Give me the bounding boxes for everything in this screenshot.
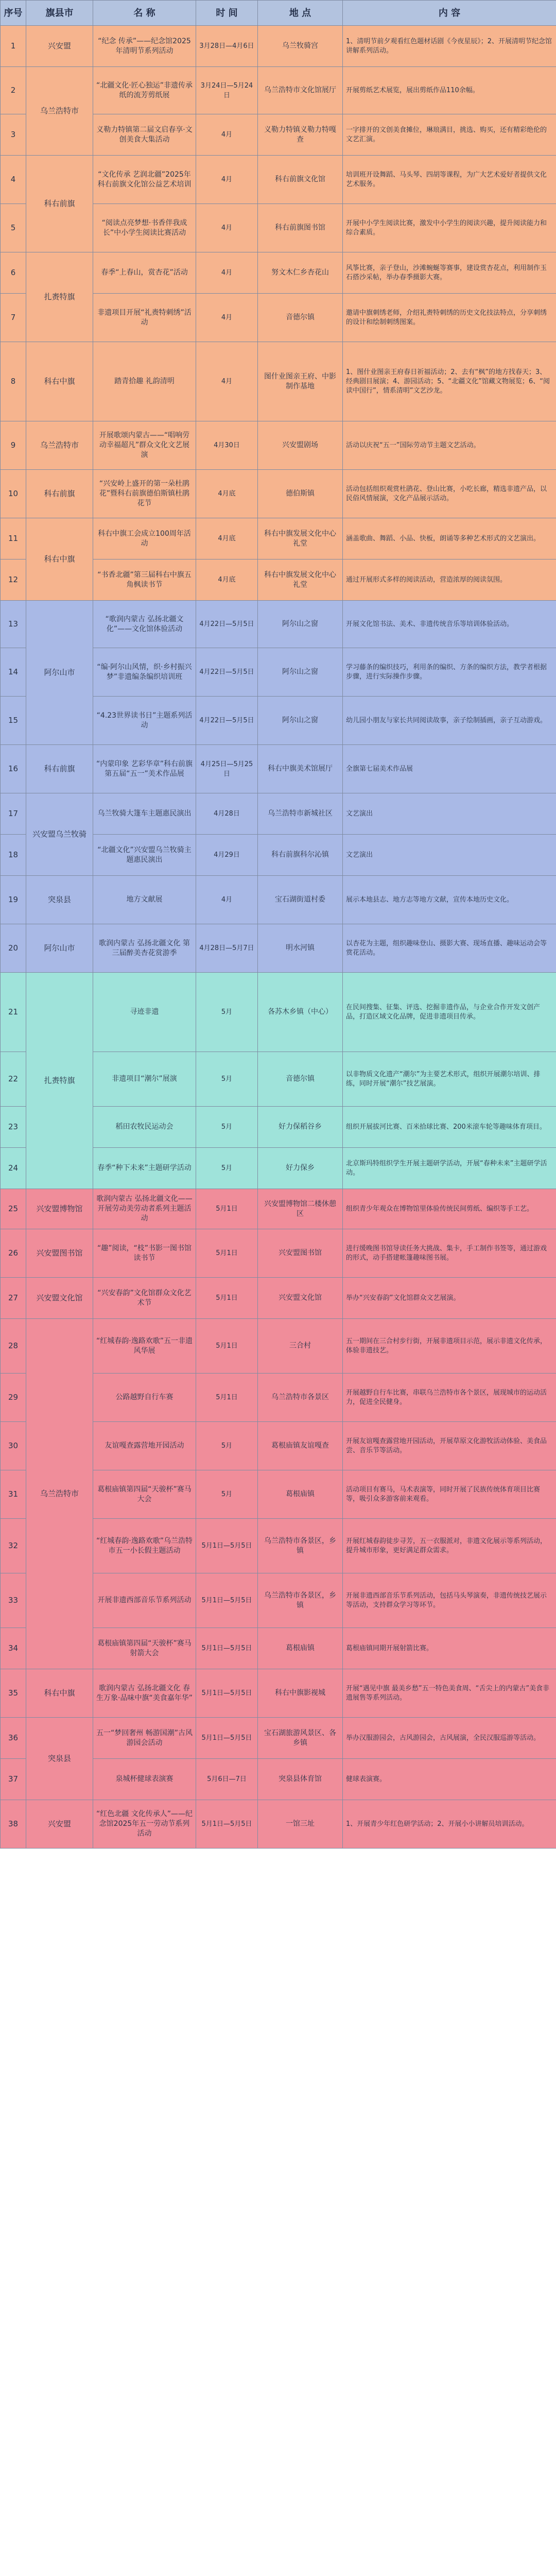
- cell-place: 阿尔山之窗: [258, 648, 343, 697]
- cell-no: 24: [1, 1148, 26, 1189]
- cell-name: “北疆文化”兴安盟乌兰牧骑主题惠民演出: [93, 835, 196, 876]
- cell-content: 幼儿园小朋友与家长共同阅读故事，亲子绘制插画，亲子互动游戏。: [343, 697, 556, 745]
- cell-time: 4月28日—5月7日: [196, 924, 258, 973]
- cell-no: 10: [1, 470, 26, 518]
- cell-place: 宝石湖旅游风景区、各乡镇: [258, 1718, 343, 1759]
- cell-content: 开展友谊嘎查露营地开园活动，开展草原文化游牧活动体验、美食品尝、音乐节等活动。: [343, 1422, 556, 1470]
- cell-no: 28: [1, 1319, 26, 1374]
- cell-name: “趣”阅读，“枝”书影一图书馆读书节: [93, 1229, 196, 1278]
- cell-no: 6: [1, 252, 26, 294]
- cell-name: 科右中旗工会成立100周年活动: [93, 518, 196, 560]
- cell-no: 15: [1, 697, 26, 745]
- cell-no: 27: [1, 1278, 26, 1319]
- cell-time: 4月22日—5月5日: [196, 601, 258, 648]
- cell-place: 明水河镇: [258, 924, 343, 973]
- cell-no: 12: [1, 560, 26, 601]
- cell-time: 4月25日—5月25日: [196, 745, 258, 793]
- cell-content: 展示本地县志、地方志等地方文献，宣传本地历史文化。: [343, 876, 556, 924]
- cell-content: 文艺演出: [343, 793, 556, 835]
- cell-time: 5月1日: [196, 1278, 258, 1319]
- cell-content: 培训班开设舞蹈、马头琴、四胡等课程，为广大艺术爱好者提供文化艺术服务。: [343, 156, 556, 204]
- cell-place: 音德尔镇: [258, 294, 343, 342]
- cell-name: “兴安春韵”文化馆群众文化艺术节: [93, 1278, 196, 1319]
- cell-content: 1、图什业图亲王府春日祈福活动；2、去有“枫”的地方找春天；3、经典剧目展演；4、游园活动；5、“北疆文化”馆藏文物展览；6、“阅读中国行”，情系清明”文艺沙龙。: [343, 342, 556, 421]
- cell-county: 兴安盟: [26, 1800, 93, 1849]
- cell-content: 进行缓晚图书馆导读任务大挑战、集卡，手工制作书签等，通过游戏的形式，动手搭建帐篷趣味图书展。: [343, 1229, 556, 1278]
- cell-place: 科右中旗影视城: [258, 1669, 343, 1718]
- cell-county: 兴安盟图书馆: [26, 1229, 93, 1278]
- cell-no: 29: [1, 1374, 26, 1422]
- cell-time: 4月: [196, 342, 258, 421]
- cell-name: 春季“种下未来”主题研学活动: [93, 1148, 196, 1189]
- table-row: [1, 470, 556, 518]
- cell-time: 3月28日—4月6日: [196, 26, 258, 67]
- cell-place: 乌兰浩特市文化馆展厅: [258, 67, 343, 114]
- cell-content: 举办“兴安春韵”文化馆群众文艺展演。: [343, 1278, 556, 1319]
- cell-time: 4月: [196, 294, 258, 342]
- cell-name: “书香北疆”第三届科右中旗五角枫读书节: [93, 560, 196, 601]
- cell-place: 科右中旗美术馆展厅: [258, 745, 343, 793]
- cell-no: 37: [1, 1759, 26, 1800]
- header-county: 旗县市: [26, 1, 93, 26]
- table-row: [1, 876, 556, 924]
- cell-no: 21: [1, 973, 26, 1052]
- cell-content: 活动包括组织观赏杜鹃花、登山比赛，小吃长廊，精选非遗产品，以民俗风情展演，文化产品展示活动。: [343, 470, 556, 518]
- cell-name: “阅读点亮梦想·书香伴我成长”中小学生阅读比赛活动: [93, 204, 196, 252]
- cell-time: 5月1日—5月5日: [196, 1573, 258, 1628]
- table-row: [1, 252, 556, 294]
- cell-content: 全旗第七届美术作品展: [343, 745, 556, 793]
- cell-name: 公路越野自行车赛: [93, 1374, 196, 1422]
- cell-name: 非遗项目“潮尔”展演: [93, 1052, 196, 1107]
- cell-place: 德伯斯镇: [258, 470, 343, 518]
- cell-time: 5月: [196, 1107, 258, 1148]
- cell-name: 泉城杯健球表演赛: [93, 1759, 196, 1800]
- cell-place: 兴安盟图书馆: [258, 1229, 343, 1278]
- cell-place: 音德尔镇: [258, 1052, 343, 1107]
- cell-name: “歌润内蒙古 弘扬北疆文化”——文化馆体验活动: [93, 601, 196, 648]
- cell-content: 开展文化馆书法、美术、非遗传统音乐等培训体验活动。: [343, 601, 556, 648]
- cell-content: 1、开展青少年红色研学活动；2、开展小小讲解员培训活动。: [343, 1800, 556, 1849]
- cell-content: 文艺演出: [343, 835, 556, 876]
- table-row: [1, 601, 556, 648]
- table-row: [1, 793, 556, 835]
- cell-county: 乌兰浩特市: [26, 421, 93, 470]
- cell-no: 13: [1, 601, 26, 648]
- cell-place: 科右中旗发展文化中心礼堂: [258, 560, 343, 601]
- cell-place: 好力保乡: [258, 1148, 343, 1189]
- cell-content: 开展中小学生阅读比赛，激发中小学生的阅读兴趣，提升阅读能力和综合素质。: [343, 204, 556, 252]
- cell-place: 三合村: [258, 1319, 343, 1374]
- cell-content: 健球表演赛。: [343, 1759, 556, 1800]
- cell-place: 好力保稻谷乡: [258, 1107, 343, 1148]
- cell-content: 开展“遇见中旗 最美乡愁”五一特色美食周、“舌尖上的内蒙古”美食非遗展售等系列活动。: [343, 1669, 556, 1718]
- cell-time: 5月1日: [196, 1319, 258, 1374]
- table-row: [1, 518, 556, 560]
- cell-name: 寻迹非遗: [93, 973, 196, 1052]
- cell-county: 科右前旗: [26, 156, 93, 252]
- table-row: [1, 924, 556, 973]
- cell-time: 4月: [196, 114, 258, 156]
- cell-time: 5月1日—5月5日: [196, 1519, 258, 1573]
- cell-place: 突泉县体育馆: [258, 1759, 343, 1800]
- cell-place: 科右中旗发展文化中心礼堂: [258, 518, 343, 560]
- cell-content: 1、清明节前夕观看红色题材话剧《今夜星辰》；2、开展清明节纪念馆讲解系列活动。: [343, 26, 556, 67]
- table-row: [1, 1800, 556, 1849]
- cell-name: “北疆文化·匠心独运”非遗传承纸的流芳剪纸展: [93, 67, 196, 114]
- cell-content: 活动项目有赛马，马术表演等，同时开展了民族传统体育项目比赛等，吸引众多游客前来观看。: [343, 1470, 556, 1519]
- cell-name: 五一“梦回奢州 畅游国潮”古风游园会活动: [93, 1718, 196, 1759]
- cell-no: 38: [1, 1800, 26, 1849]
- cell-time: 4月底: [196, 560, 258, 601]
- cell-name: “红城春韵·逸路欢歌”乌兰浩特市五一小长假主题活动: [93, 1519, 196, 1573]
- table-row: [1, 342, 556, 421]
- cell-name: 春季“上春山，赏杏花”活动: [93, 252, 196, 294]
- table-row: [1, 1278, 556, 1319]
- cell-no: 18: [1, 835, 26, 876]
- table-body: [1, 26, 556, 1849]
- cell-no: 25: [1, 1189, 26, 1229]
- cell-place: 乌兰牧骑宫: [258, 26, 343, 67]
- cell-place: 兴安盟剧场: [258, 421, 343, 470]
- table-row: [1, 973, 556, 1052]
- cell-name: 开展非遗西部音乐节系列活动: [93, 1573, 196, 1628]
- cell-time: 4月30日: [196, 421, 258, 470]
- cell-county: 兴安盟: [26, 26, 93, 67]
- cell-content: 开展越野自行车比赛，串联乌兰浩特市各个景区，展现城市的运动活力，促进全民健身。: [343, 1374, 556, 1422]
- cell-county: 乌兰浩特市: [26, 1319, 93, 1669]
- cell-place: 科右前旗科尔沁镇: [258, 835, 343, 876]
- cell-no: 32: [1, 1519, 26, 1573]
- cell-content: 通过开展形式多样的阅读活动，营造浓厚的阅读氛围。: [343, 560, 556, 601]
- header-time: 时 间: [196, 1, 258, 26]
- cell-county: 扎赉特旗: [26, 973, 93, 1189]
- cell-county: 兴安盟文化馆: [26, 1278, 93, 1319]
- cell-county: 科右中旗: [26, 342, 93, 421]
- cell-place: 乌兰浩特市各景区，乡镇: [258, 1519, 343, 1573]
- cell-time: 3月24日—5月24日: [196, 67, 258, 114]
- cell-county: 科右前旗: [26, 470, 93, 518]
- cell-name: “兴安岭上盛开的第一朵杜鹃花”暨科右前旗德伯斯镇杜鹃花节: [93, 470, 196, 518]
- cell-time: 4月底: [196, 470, 258, 518]
- cell-no: 11: [1, 518, 26, 560]
- table-row: [1, 1718, 556, 1759]
- cell-no: 36: [1, 1718, 26, 1759]
- cell-county: 扎赉特旗: [26, 252, 93, 342]
- cell-place: 葛根庙镇友谊嘎查: [258, 1422, 343, 1470]
- cell-county: 乌兰浩特市: [26, 67, 93, 156]
- cell-no: 26: [1, 1229, 26, 1278]
- cell-no: 14: [1, 648, 26, 697]
- cell-time: 4月22日—5月5日: [196, 648, 258, 697]
- cell-place: 阿尔山之窗: [258, 601, 343, 648]
- cell-no: 20: [1, 924, 26, 973]
- cell-county: 兴安盟博物馆: [26, 1189, 93, 1229]
- cell-time: 4月28日: [196, 793, 258, 835]
- cell-content: 举办汉服游园会，古风游园会，古风展演，全民汉服巡游等活动。: [343, 1718, 556, 1759]
- cell-no: 4: [1, 156, 26, 204]
- cell-content: 五一期间在三合村步行街，开展非遗项目示范，展示非遗文化传承，体验非遗技艺。: [343, 1319, 556, 1374]
- cell-time: 4月: [196, 252, 258, 294]
- cell-no: 2: [1, 67, 26, 114]
- cell-name: 义勒力特镇第二届文启春享·文创美食大集活动: [93, 114, 196, 156]
- cell-content: 组织开展拔河比赛、百米拾球比赛、200米滚车轮等趣味体育项目。: [343, 1107, 556, 1148]
- cell-time: 4月底: [196, 518, 258, 560]
- cell-place: 兴安盟文化馆: [258, 1278, 343, 1319]
- cell-time: 5月: [196, 973, 258, 1052]
- cell-time: 5月: [196, 1422, 258, 1470]
- cell-name: 非遗项目开展“礼赉特刺绣”活动: [93, 294, 196, 342]
- cell-place: 宝石湖街道村委: [258, 876, 343, 924]
- cell-content: 北京斯玛特组织学生开展主题研学活动，开展“春种未来”主题研学活动。: [343, 1148, 556, 1189]
- cell-name: 歌润内蒙古 弘扬北疆文化——开展劳动美劳动者系列主题活动: [93, 1189, 196, 1229]
- cell-place: 乌兰浩特市新城社区: [258, 793, 343, 835]
- cell-content: 组织青少年观众在博物馆里体验传统民间剪纸、编织等手工艺。: [343, 1189, 556, 1229]
- cell-county: 科右中旗: [26, 1669, 93, 1718]
- cell-place: 阿尔山之窗: [258, 697, 343, 745]
- cell-time: 5月: [196, 1148, 258, 1189]
- cell-time: 5月6日—7日: [196, 1759, 258, 1800]
- cell-no: 8: [1, 342, 26, 421]
- table-row: [1, 1669, 556, 1718]
- cell-name: 葛根庙镇第四届“天骏杯”赛马射箭大会: [93, 1628, 196, 1669]
- cell-time: 5月1日—5月5日: [196, 1669, 258, 1718]
- cell-content: 开展非遗西部音乐节系列活动，包括马头琴演奏，非遗传统技艺展示等活动，支持群众学习等环节。: [343, 1573, 556, 1628]
- cell-content: 涵盖歌曲、舞蹈、小品、快板，朗诵等多种艺术形式的文艺演出。: [343, 518, 556, 560]
- cell-time: 5月: [196, 1052, 258, 1107]
- cell-content: 开展红城春韵徒步寻芳，五一衣服派对，非遗文化展示等系列活动，提升城市形象，更好满足群众需求。: [343, 1519, 556, 1573]
- cell-place: 科右前旗图书馆: [258, 204, 343, 252]
- cell-county: 科右前旗: [26, 745, 93, 793]
- cell-no: 17: [1, 793, 26, 835]
- cell-place: 葛根庙镇: [258, 1628, 343, 1669]
- cell-name: “文化传承 艺润北疆”2025年科右前旗文化馆公益艺术培训: [93, 156, 196, 204]
- cell-content: 葛根庙镇同期开展射箭比赛。: [343, 1628, 556, 1669]
- cell-place: 乌兰浩特市各景区: [258, 1374, 343, 1422]
- cell-place: 科右前旗文化馆: [258, 156, 343, 204]
- cell-name: 葛根庙镇第四届“天骏杯”赛马大会: [93, 1470, 196, 1519]
- table-row: [1, 26, 556, 67]
- header-content: 内 容: [343, 1, 556, 26]
- table-row: [1, 745, 556, 793]
- table-row: [1, 1229, 556, 1278]
- cell-content: 在民间搜集、征集、评选、挖掘非遗作品，与企业合作开发文创产品，打造区域文化品牌，促进非遗项目传承。: [343, 973, 556, 1052]
- cell-content: 学习藤条的编织技巧，利用条的编织、方条的编织方法，教学者根据步骤，进行实际操作步骤。: [343, 648, 556, 697]
- cell-place: 乌兰浩特市各景区，乡镇: [258, 1573, 343, 1628]
- cell-county: 突泉县: [26, 876, 93, 924]
- cell-content: 以非物质文化遗产“潮尔”为主要艺术形式，组织开展潮尔培训、排练，同时开展“潮尔”技艺展演。: [343, 1052, 556, 1107]
- cell-place: 兴安盟博物馆二楼休憩区: [258, 1189, 343, 1229]
- cell-time: 5月1日: [196, 1229, 258, 1278]
- cell-no: 22: [1, 1052, 26, 1107]
- cell-content: 邀请中旗刺绣老师，介绍礼赉特刺绣的历史文化技法特点，分享刺绣的设计和绘制刺绣图案。: [343, 294, 556, 342]
- cell-content: 一字排开的文创美食摊位，琳琅满目，挑选、购买，还有精彩绝伦的文艺汇演。: [343, 114, 556, 156]
- cell-time: 5月1日: [196, 1189, 258, 1229]
- cell-name: 歌润内蒙古 弘扬北疆文化 春生万象·品味中旗“美食嘉年华”: [93, 1669, 196, 1718]
- cell-content: 开展剪纸艺术展览，展出剪纸作品110余幅。: [343, 67, 556, 114]
- table-row: [1, 1319, 556, 1374]
- cell-no: 35: [1, 1669, 26, 1718]
- cell-time: 4月: [196, 204, 258, 252]
- cell-name: 歌润内蒙古 弘扬北疆文化 第三届醉美杏花赏游季: [93, 924, 196, 973]
- cell-time: 5月: [196, 1470, 258, 1519]
- cell-no: 19: [1, 876, 26, 924]
- cell-name: 乌兰牧骑大篷车主题惠民演出: [93, 793, 196, 835]
- table-row: [1, 421, 556, 470]
- cell-place: 图什业图亲王府、中影制作基地: [258, 342, 343, 421]
- cell-name: “纪念 传承”——纪念馆2025年清明节系列活动: [93, 26, 196, 67]
- cell-no: 1: [1, 26, 26, 67]
- table-row: [1, 67, 556, 114]
- cell-content: 活动以庆祝“五一”国际劳动节主题文艺活动。: [343, 421, 556, 470]
- cell-no: 23: [1, 1107, 26, 1148]
- cell-county: 突泉县: [26, 1718, 93, 1800]
- cell-content: 以杏花为主题，组织趣味登山、摄影大赛、现场直播、趣味运动会等赏花活动。: [343, 924, 556, 973]
- cell-name: “4.23世界读书日”主题系列活动: [93, 697, 196, 745]
- cell-time: 4月: [196, 156, 258, 204]
- cell-time: 5月1日—5月5日: [196, 1718, 258, 1759]
- cell-name: “红色北疆 文化传承人”——纪念馆2025年五一劳动节系列活动: [93, 1800, 196, 1849]
- cell-time: 5月1日—5月5日: [196, 1628, 258, 1669]
- cell-county: 阿尔山市: [26, 924, 93, 973]
- cell-place: 一馆三址: [258, 1800, 343, 1849]
- cell-no: 16: [1, 745, 26, 793]
- cell-time: 5月1日: [196, 1374, 258, 1422]
- cell-county: 兴安盟乌兰牧骑: [26, 793, 93, 876]
- cell-time: 5月1日—5月5日: [196, 1800, 258, 1849]
- header-no: 序号: [1, 1, 26, 26]
- cell-county: 阿尔山市: [26, 601, 93, 745]
- cell-no: 31: [1, 1470, 26, 1519]
- cell-name: 稻田农牧民运动会: [93, 1107, 196, 1148]
- cell-place: 义勒力特镇义勒力特嘎查: [258, 114, 343, 156]
- cell-name: “内蒙印象 艺彩华章”科右前旗第五届“五一”美术作品展: [93, 745, 196, 793]
- cell-time: 4月22日—5月5日: [196, 697, 258, 745]
- cell-content: 风筝比赛，亲子登山，沙滩蜿蜒等赛事，建设赏杏花点，利用制作玉石搭沙采帖，举办春季摄影大赛。: [343, 252, 556, 294]
- cell-no: 7: [1, 294, 26, 342]
- table-header-row: [1, 1, 556, 26]
- header-place: 地 点: [258, 1, 343, 26]
- cell-no: 33: [1, 1573, 26, 1628]
- cell-no: 9: [1, 421, 26, 470]
- cell-place: 各苏木乡镇（中心）: [258, 973, 343, 1052]
- table-row: [1, 156, 556, 204]
- cell-name: 地方文献展: [93, 876, 196, 924]
- cell-no: 34: [1, 1628, 26, 1669]
- table-row: [1, 1189, 556, 1229]
- cell-name: 开展歌颂内蒙古——“唱响劳动幸福超凡”群众文化文艺展演: [93, 421, 196, 470]
- cell-name: 友谊嘎查露营地开园活动: [93, 1422, 196, 1470]
- cell-time: 4月29日: [196, 835, 258, 876]
- cell-no: 3: [1, 114, 26, 156]
- cell-place: 努文木仁乡杏花山: [258, 252, 343, 294]
- cell-name: “编·阿尔山风情，织·乡村振兴梦”非遗编条编织培训班: [93, 648, 196, 697]
- cell-no: 30: [1, 1422, 26, 1470]
- cell-place: 葛根庙镇: [258, 1470, 343, 1519]
- cell-county: 科右中旗: [26, 518, 93, 601]
- cell-time: 4月: [196, 876, 258, 924]
- header-name: 名 称: [93, 1, 196, 26]
- cell-no: 5: [1, 204, 26, 252]
- cell-name: “红城春韵·逸路欢歌”五一非遗风华展: [93, 1319, 196, 1374]
- cell-name: 踏青拾趣 礼韵清明: [93, 342, 196, 421]
